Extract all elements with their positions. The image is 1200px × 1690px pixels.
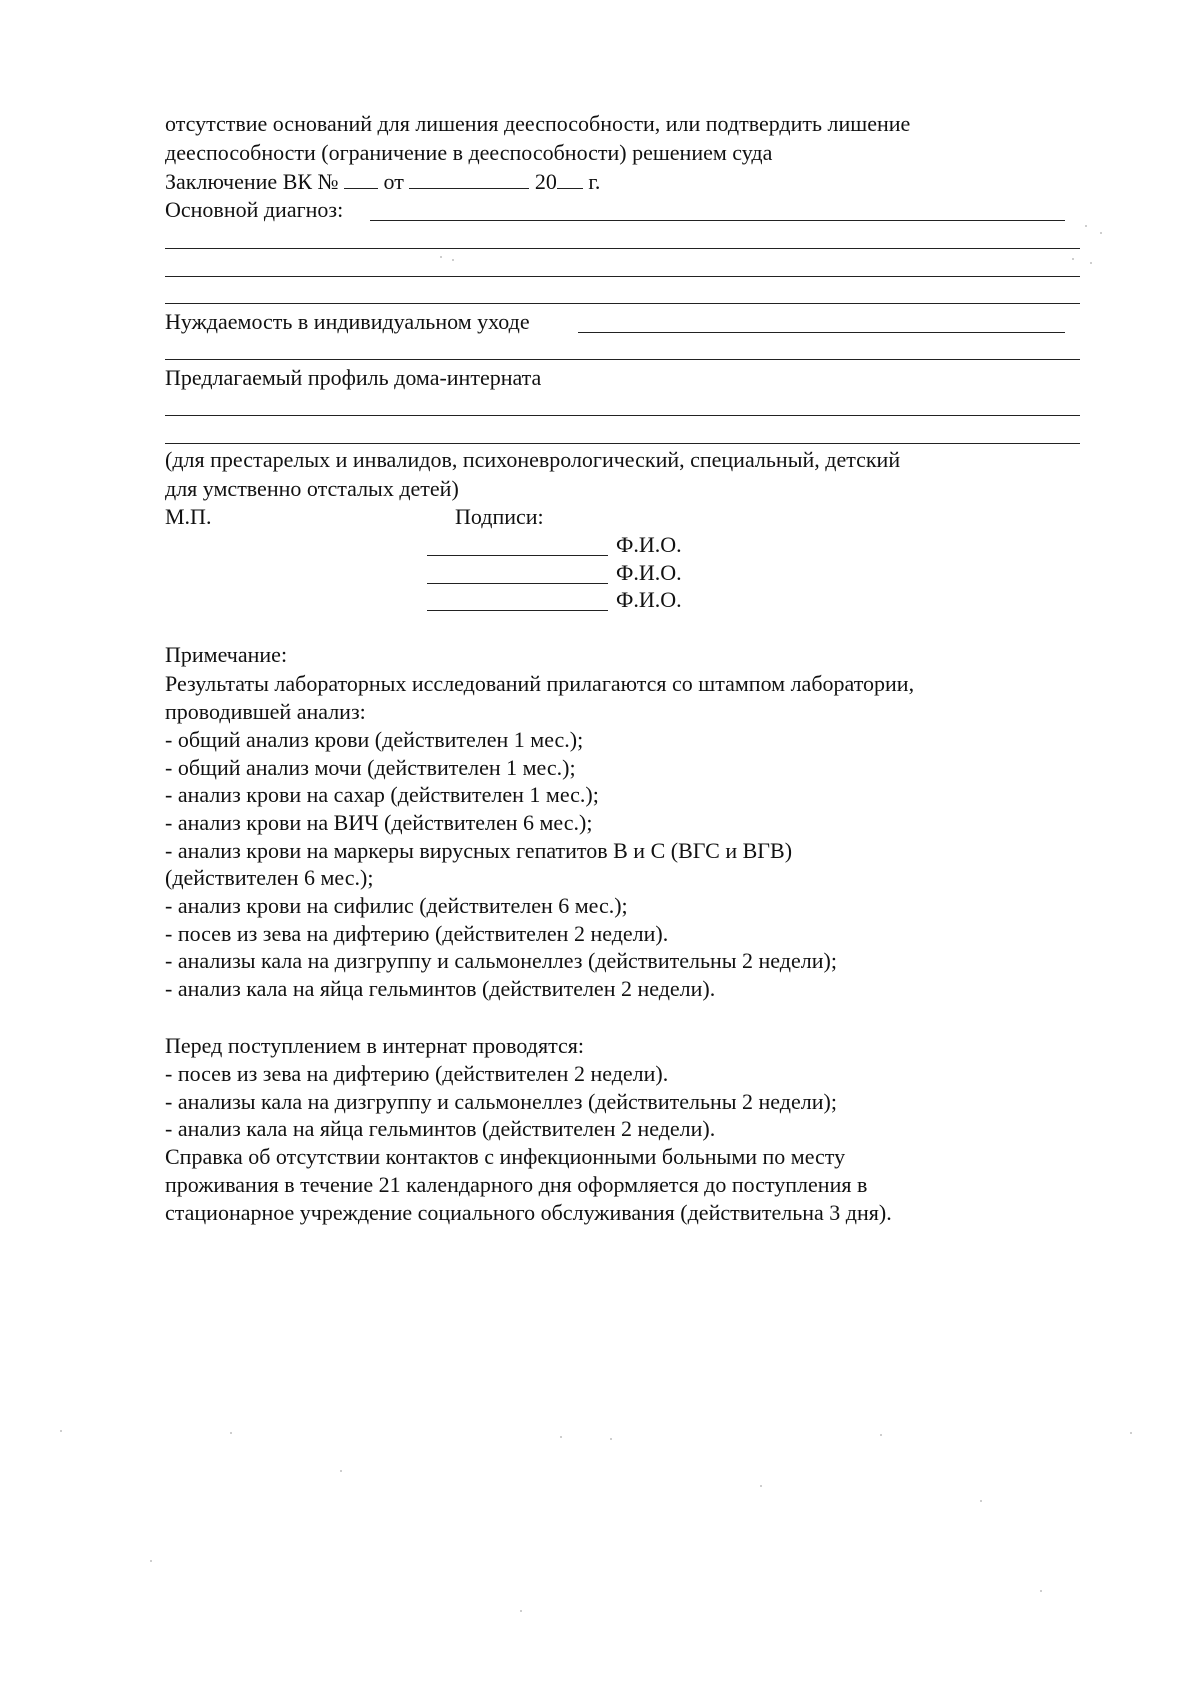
diagnosis-label: Основной диагноз:	[165, 197, 344, 222]
note-item: - анализ крови на маркеры вирусных гепатитов В и С (ВГС и ВГВ)	[165, 838, 793, 863]
signature-field-3[interactable]	[427, 610, 608, 611]
note-intro-line-1: Результаты лабораторных исследований прилагаются со штампом лаборатории,	[165, 671, 915, 696]
care-field[interactable]	[578, 332, 1065, 333]
before-item: - анализ кала на яйца гельминтов (действителен 2 недели).	[165, 1116, 716, 1141]
signature-fio-2: Ф.И.О.	[616, 560, 682, 585]
note-item: - общий анализ мочи (действителен 1 мес.);	[165, 755, 576, 780]
diagnosis-field-line-3[interactable]	[165, 276, 1080, 277]
stamp-label: М.П.	[165, 504, 212, 529]
note-item: - анализ крови на сахар (действителен 1 мес.);	[165, 782, 599, 807]
signatures-label: Подписи:	[455, 504, 544, 529]
care-field-line-2[interactable]	[165, 359, 1080, 360]
note-intro-line-2: проводившей анализ:	[165, 699, 366, 724]
note-item: (действителен 6 мес.);	[165, 865, 374, 890]
vk-label: Заключение ВК №	[165, 169, 339, 194]
certificate-line-2: проживания в течение 21 календарного дня оформляется до поступления в	[165, 1172, 868, 1197]
note-title: Примечание:	[165, 642, 288, 667]
diagnosis-field-line-4[interactable]	[165, 303, 1080, 304]
profile-hint-line-1: (для престарелых и инвалидов, психоневрологический, специальный, детский	[165, 447, 901, 472]
note-item: - анализ крови на сифилис (действителен 6 мес.);	[165, 893, 628, 918]
diagnosis-field-line-2[interactable]	[165, 248, 1080, 249]
vk-ot-label: от	[383, 169, 404, 194]
signature-fio-3: Ф.И.О.	[616, 587, 682, 612]
note-item: - анализ крови на ВИЧ (действителен 6 мес.);	[165, 810, 593, 835]
diagnosis-field[interactable]	[370, 220, 1065, 221]
vk-number-field[interactable]	[344, 168, 378, 189]
note-item: - анализы кала на дизгруппу и сальмонеллез (действительны 2 недели);	[165, 948, 837, 973]
vk-year-field[interactable]	[557, 168, 583, 189]
note-item: - посев из зева на дифтерию (действителен 2 недели).	[165, 921, 669, 946]
note-item: - анализ кала на яйца гельминтов (действителен 2 недели).	[165, 976, 716, 1001]
intro-line-2: дееспособности (ограничение в дееспособности) решением суда	[165, 140, 773, 165]
certificate-line-1: Справка об отсутствии контактов с инфекционными больными по месту	[165, 1144, 846, 1169]
vk-line	[165, 168, 600, 196]
before-item: - анализы кала на дизгруппу и сальмонеллез (действительны 2 недели);	[165, 1089, 837, 1114]
signature-field-1[interactable]	[427, 555, 608, 556]
signature-fio-1: Ф.И.О.	[616, 532, 682, 557]
profile-field-line-2[interactable]	[165, 443, 1080, 444]
certificate-line-3: стационарное учреждение социального обслуживания (действительна 3 дня).	[165, 1200, 892, 1225]
profile-hint-line-2: для умственно отсталых детей)	[165, 476, 459, 501]
intro-line-1: отсутствие оснований для лишения дееспособности, или подтвердить лишение	[165, 111, 911, 136]
before-item: - посев из зева на дифтерию (действителен 2 недели).	[165, 1061, 669, 1086]
vk-date-field[interactable]	[409, 168, 529, 189]
care-label: Нуждаемость в индивидуальном уходе	[165, 309, 530, 334]
profile-label: Предлагаемый профиль дома-интерната	[165, 365, 542, 390]
vk-year-suffix: г.	[588, 169, 601, 194]
vk-year-prefix: 20	[534, 169, 557, 194]
note-item: - общий анализ крови (действителен 1 мес.);	[165, 727, 584, 752]
before-title: Перед поступлением в интернат проводятся:	[165, 1033, 584, 1058]
signature-field-2[interactable]	[427, 583, 608, 584]
profile-field[interactable]	[165, 415, 1080, 416]
